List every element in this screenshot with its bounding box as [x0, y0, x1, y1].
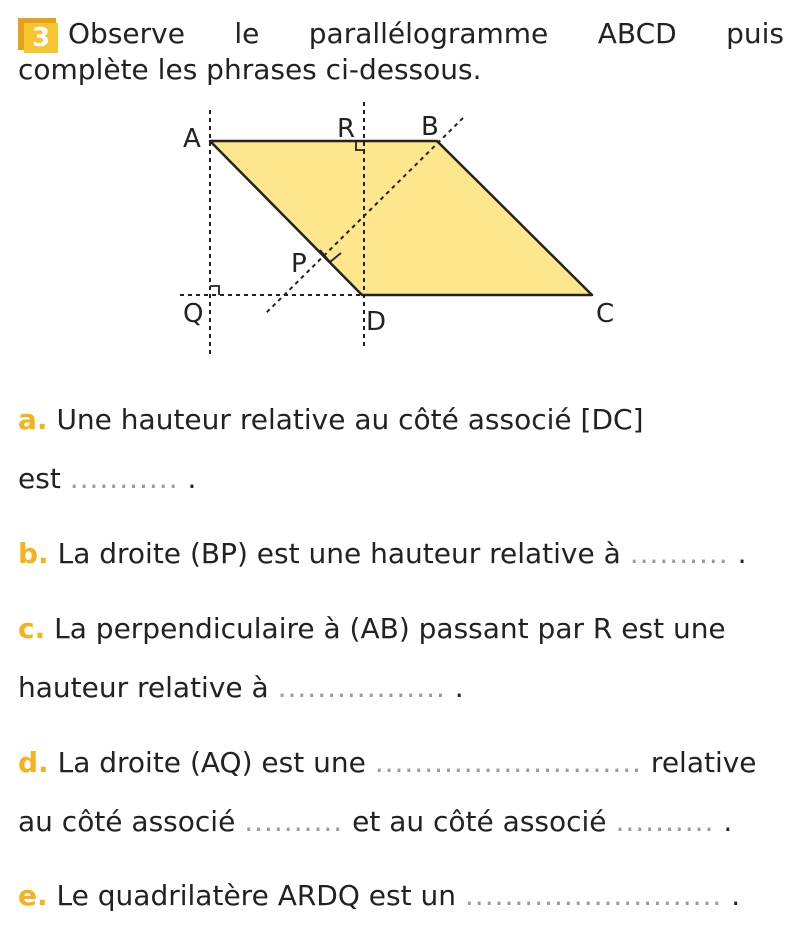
exercise-number: 3 — [24, 23, 58, 53]
answer-blank[interactable]: .......... — [629, 537, 729, 570]
question-letter: e. — [18, 879, 48, 912]
parallelogram-abcd — [210, 141, 592, 295]
question-d-line-1 — [18, 745, 757, 781]
sentence-text: et au côté associé — [343, 805, 616, 838]
question-letter: d. — [18, 746, 49, 779]
sentence-text: au côté associé — [18, 805, 245, 838]
label-p: P — [291, 249, 307, 279]
parallelogram-figure — [0, 0, 803, 370]
sentence-text: Une hauteur relative au côté associé [DC] — [56, 403, 644, 436]
question-c-line-2 — [18, 670, 464, 706]
sentence-text: relative — [642, 746, 757, 779]
label-q: Q — [183, 299, 204, 329]
sentence-text: . — [714, 805, 733, 838]
sentence-text: Le quadrilatère ARDQ est un — [56, 879, 465, 912]
sentence-text: La droite (AQ) est une — [57, 746, 375, 779]
instruction-word: ABCD — [597, 17, 677, 50]
sentence-text: La droite (BP) est une hauteur relative à — [57, 537, 630, 570]
label-d: D — [366, 307, 387, 337]
answer-blank[interactable]: ........... — [69, 462, 179, 495]
question-d-line-2 — [18, 804, 732, 840]
sentence-text: . — [445, 671, 464, 704]
answer-blank[interactable]: ................. — [277, 671, 446, 704]
instruction-word: Observe — [68, 17, 185, 50]
question-letter: a. — [18, 403, 48, 436]
question-letter: c. — [18, 612, 46, 645]
answer-blank[interactable]: .......... — [244, 805, 344, 838]
instruction-word: parallélogramme — [308, 17, 549, 50]
sentence-text: . — [728, 537, 747, 570]
question-a-line-2 — [18, 461, 196, 497]
instruction-word: le — [234, 17, 260, 50]
question-c-line-1 — [18, 611, 726, 647]
label-c: C — [596, 299, 615, 329]
sentence-text: est — [18, 462, 70, 495]
instruction-line-2: complète les phrases ci-dessous. — [18, 53, 482, 86]
sentence-text: hauteur relative à — [18, 671, 278, 704]
question-e-line-1 — [18, 878, 740, 914]
instruction-word: puis — [726, 17, 784, 50]
label-a: A — [183, 124, 201, 154]
question-b-line-1 — [18, 536, 747, 572]
answer-blank[interactable]: .......................... — [464, 879, 723, 912]
question-letter: b. — [18, 537, 49, 570]
right-angle-mark-q — [210, 286, 219, 295]
answer-blank[interactable]: .......... — [615, 805, 715, 838]
label-b: B — [421, 112, 439, 142]
answer-blank[interactable]: ........................... — [374, 746, 643, 779]
sentence-text: La perpendiculaire à (AB) passant par R est une — [54, 612, 726, 645]
question-a-line-1 — [18, 402, 644, 438]
label-r: R — [337, 114, 356, 144]
sentence-text: . — [722, 879, 741, 912]
sentence-text: . — [178, 462, 197, 495]
